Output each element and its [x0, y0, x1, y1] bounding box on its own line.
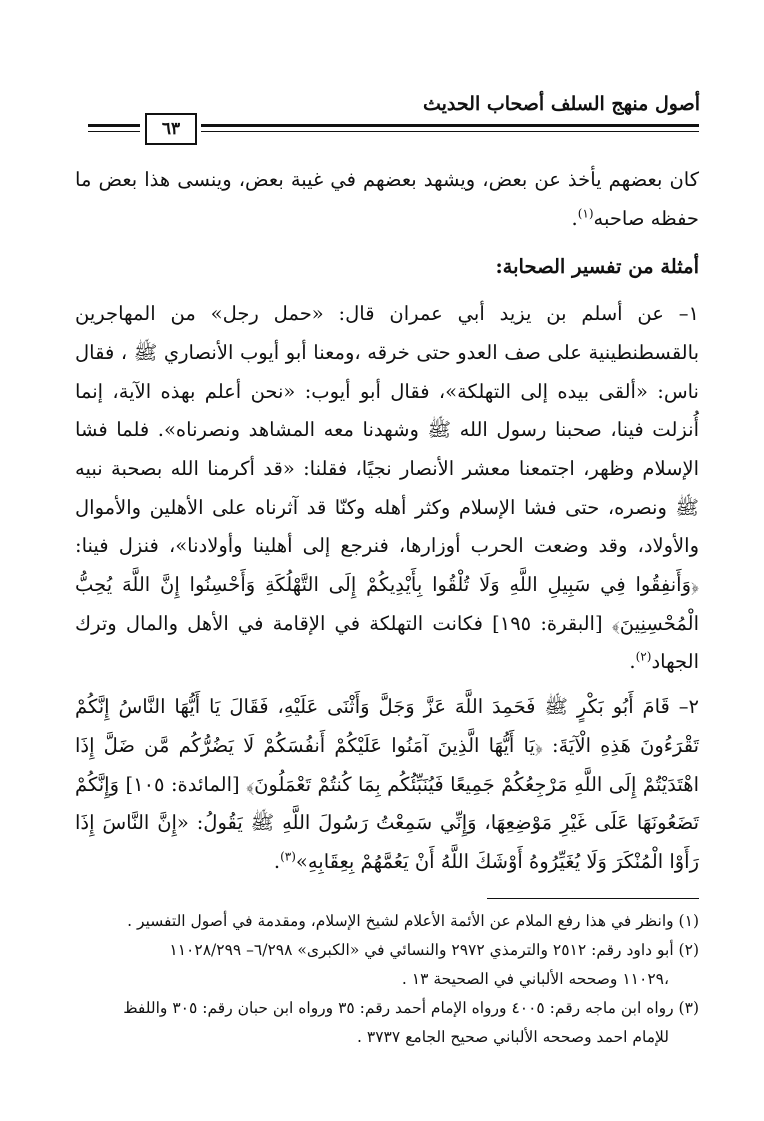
- header-rule-thick: [201, 124, 699, 127]
- example-2-paragraph: ٢– قَامَ أَبُو بَكْرٍ ﷺ فَحَمِدَ اللَّهَ عَزَّ وَجَلَّ وَأَثْنَى عَلَيْهِ، فَقَالَ يَا أَيُّهَا النَّاسُ إِنَّكُمْ تَقْرَءُونَ هَذِهِ الْآيَةَ: ﴿يَا أَيُّهَا الَّذِينَ آمَنُوا عَلَيْكُمْ أَنفُسَكُمْ لَا يَضُرُّكُم مَّن ضَلَّ إِذَا اهْتَدَيْتُمْ إِلَى اللَّهِ مَرْجِعُكُمْ جَمِيعًا فَيُنَبِّئُكُم بِمَا كُنتُمْ تَعْمَلُونَ﴾ [المائدة: ١٠٥] وَإِنَّكُمْ تَضَعُونَهَا عَلَى غَيْرِ مَوْضِعِهَا، وَإِنِّي سَمِعْتُ رَسُولَ اللَّهِ ﷺ يَقُولُ: «إِنَّ النَّاسَ إِذَا رَأَوْا الْمُنْكَرَ وَلَا يُغَيِّرُوهُ أَوْشَكَ اللَّهُ أَنْ يَعُمَّهُمْ بِعِقَابِهِ»$^{(٣)}$.: [75, 695, 699, 873]
- footnote-2-continuation: ،١١٠٢٩ وصححه الألباني في الصحيحة ١٣ .: [401, 970, 669, 988]
- footnotes: [75, 907, 699, 1052]
- header-rule-left-thick: [88, 124, 140, 127]
- intro-paragraph: كان بعضهم يأخذ عن بعض، ويشهد بعضهم في غيبة بعض، وينسى هذا بعض ما حفظه صاحبه$^{(١)}$.: [75, 168, 699, 230]
- footnote-ref-2: (٢): [635, 649, 652, 664]
- section-heading: أمثلة من تفسير الصحابة:: [495, 255, 699, 279]
- main-text: [75, 161, 699, 882]
- footnote-2: (٢) أبو داود رقم: ٢٥١٢ والترمذي ٢٩٧٢ والنسائي في «الكبرى» ٦/٢٩٨– ١١٠٢٨/٢٩٩: [169, 941, 699, 959]
- footnote-3-continuation: للإمام احمد وصححه الألباني صحيح الجامع ٣٧٣٧ .: [357, 1028, 669, 1046]
- footnote-3: (٣) رواه ابن ماجه رقم: ٤٠٠٥ ورواه الإمام أحمد رقم: ٣٥ ورواه ابن حبان رقم: ٣٠٥ واللفظ: [123, 999, 699, 1017]
- footnote-ref-1: (١): [577, 206, 594, 221]
- header-rule-left-thin: [88, 131, 140, 132]
- running-header-title: أصول منهج السلف أصحاب الحديث: [422, 93, 700, 115]
- footnote-ref-3: (٣): [280, 849, 296, 864]
- page-number: ٦٣: [145, 113, 197, 145]
- example-1-paragraph: ١– عن أسلم بن يزيد أبي عمران قال: «حمل رجل» من المهاجرين بالقسطنطينية على صف العدو حتى خرقه ،ومعنا أبو أيوب الأنصاري ﷺ ، فقال ناس: «ألقى بيده إلى التهلكة»، فقال أبو أيوب: «نحن أعلم بهذه الآية، إنما أُنزلت فينا، صحبنا رسول الله ﷺ وشهدنا معه المشاهد ونصرناه». فلما فشا الإسلام وظهر، اجتمعنا معشر الأنصار نجيًا، فقلنا: «قد أكرمنا الله بصحبة نبيه ﷺ ونصره، حتى فشا الإسلام وكثر أهله وكنّا قد آثرناه على الأهلين والأموال والأولاد، وقد وضعت الحرب أوزارها، فنرجع إلى أهلينا وأولادنا»، فنزل فينا: ﴿وَأَنفِقُوا فِي سَبِيلِ اللَّهِ وَلَا تُلْقُوا بِأَيْدِيكُمْ إِلَى التَّهْلُكَةِ وَأَحْسِنُوا إِنَّ اللَّهَ يُحِبُّ الْمُحْسِنِينَ﴾ [البقرة: ١٩٥] فكانت التهلكة في الإقامة في الأهل والمال وترك الجهاد$^{(٢)}$.: [75, 302, 699, 674]
- footnote-separator: [487, 898, 699, 899]
- header-rule-thin: [201, 131, 699, 132]
- footnote-1: (١) وانظر في هذا رفع الملام عن الأئمة الأعلام لشيخ الإسلام، ومقدمة في أصول التفسير .: [127, 912, 699, 930]
